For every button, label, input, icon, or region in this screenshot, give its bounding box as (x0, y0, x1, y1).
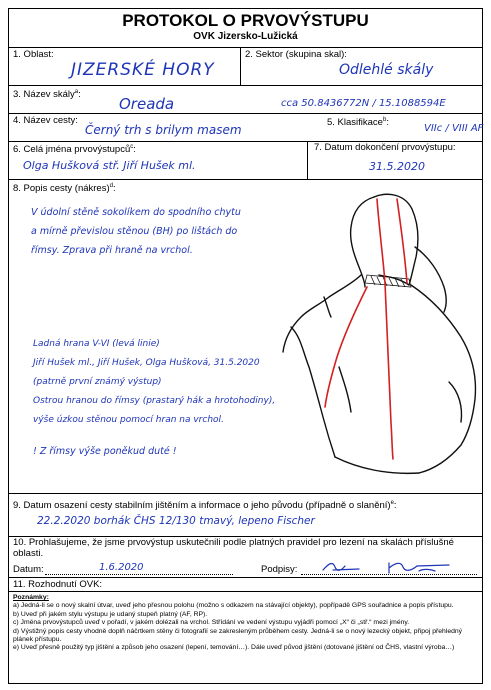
divider (9, 591, 482, 592)
sketch-outline (283, 275, 361, 352)
form-subtitle: OVK Jizersko-Lužická (193, 31, 298, 42)
osazeni-label: 9. Datum osazení cesty stabilním jištěním a informace o jeho původu (případně o slanění)$^e$: (13, 500, 397, 512)
footnote-item: d) Výstižný popis cesty vhodně doplň náčrtkem stěny či fotografií se zakresleným průběhem cesty. Jedná-li se o nový lezecký objekt, připoj přehledný plánek přístupu. (13, 627, 463, 644)
sketch-outline (324, 297, 331, 317)
sektor-value: Odlehlé skály (339, 62, 434, 78)
form-header (9, 9, 482, 48)
datum-value: 1.6.2020 (99, 562, 144, 573)
sketch-outline (335, 457, 419, 473)
divider (9, 179, 482, 180)
jmena-value: Olga Hušková stř. Jiří Hušek ml. (23, 159, 196, 172)
podpisy-label: Podpisy: (261, 564, 298, 575)
gps-coords: cca 50.8436772N / 15.1088594E (281, 98, 446, 109)
sketch-outline (449, 382, 462, 422)
nazev-cesty-value: Černý trh s brilym masem (85, 123, 242, 137)
nazev-cesty-label: 4. Název cesty: (13, 115, 78, 126)
sketch-outline (351, 197, 374, 287)
divider (9, 493, 482, 494)
osazeni-value: 22.2.2020 borhák ČHS 12/130 tmavý, lepeno Fischer (37, 515, 315, 527)
form-title: PROTOKOL O PRVOVÝSTUPU (122, 11, 369, 30)
description-line: římsy. Zprava při hraně na vrchol. (31, 245, 193, 256)
footnote-item: c) Jména prvovýstupců uveď v pořadí, v jakém dolézali na vrchol. Střídání ve vedení výstupu vyjádři pomocí „X“ či „stř.“ mezi jmény. (13, 619, 410, 627)
sketch-outline (415, 247, 446, 312)
footnote-item: b) Uveď při jakém stylu výstupu je udaný stupeň platný (AF, RP). (13, 610, 208, 618)
divider (9, 577, 482, 578)
sketch-outline (411, 285, 475, 473)
description-line: a mírně převislou stěnou (BH) po lištách do (31, 226, 238, 237)
divider (240, 47, 241, 85)
description-line: Jiří Hušek ml., Jiří Hušek, Olga Hušková, 31.5.2020 (33, 358, 260, 368)
signatures (319, 557, 469, 577)
sektor-label: 2. Sektor (skupina skal): (245, 49, 347, 60)
klasifikace-value: VIIc / VIII AF (424, 123, 484, 134)
prohlaseni-text: 10. Prohlašujeme, že jsme prvovýstup uskutečnili podle platných pravidel pro lezení na skalách příslušné oblasti. (13, 537, 454, 559)
footnotes-title: Poznámky: (13, 594, 49, 601)
popis-label: 8. Popis cesty (nákres)$^d$: (13, 183, 116, 195)
footnote-item: a) Jedná-li se o nový skalní útvar, uveď jeho přesnou polohu (možno s odkazem na stávající objekty), popřípadě GPS souřadnice a popis přístupu. (13, 602, 454, 610)
footnote-item: e) Uveď přesně použitý typ jištění a způsob jeho osazení (lepení, temování…). Dále uveď původ jištění (dotované jištění od ČHS, vlastní výroba…) (13, 644, 455, 652)
route-line-main (377, 199, 393, 459)
oblast-value: JIZERSKÉ HORY (71, 60, 215, 80)
protocol-form (8, 8, 483, 684)
jmena-label: 6. Celá jména prvovýstupců$^c$: (13, 144, 136, 156)
sketch-outline (339, 367, 351, 412)
nazev-skaly-value: Oreada (119, 95, 175, 113)
rozhodnuti-label: 11. Rozhodnutí OVK: (13, 579, 103, 590)
datum-dokonceni-label: 7. Datum dokončení prvovýstupu: (314, 142, 456, 153)
description-line: Ostrou hranou do římsy (prastarý hák a hrotohodiny), (33, 396, 276, 406)
divider (307, 141, 308, 179)
description-line: V údolní stěně sokolíkem do spodního chytu (31, 207, 241, 218)
footnotes (13, 594, 479, 653)
datum-line (45, 574, 233, 575)
oblast-label: 1. Oblast: (13, 49, 54, 60)
ledge-hatch (365, 275, 411, 287)
warning-note: ! Z římsy výše poněkud duté ! (33, 446, 177, 457)
description-line: výše úzkou stěnou pomocí hran na vrchol. (33, 415, 224, 425)
divider (9, 85, 482, 86)
nazev-skaly-label: 3. Název skály$^a$: (13, 89, 81, 101)
description-line: Ladná hrana V-VI (levá linie) (33, 339, 160, 349)
route-sketch (279, 187, 484, 487)
klasifikace-label: 5. Klasifikace$^b$: (327, 117, 389, 129)
datum-label: Datum: (13, 564, 44, 575)
description-line: (patrně první známý výstup) (33, 377, 162, 387)
route-line-upper (397, 199, 407, 283)
divider (9, 113, 482, 114)
datum-dokonceni-value: 31.5.2020 (369, 160, 425, 173)
